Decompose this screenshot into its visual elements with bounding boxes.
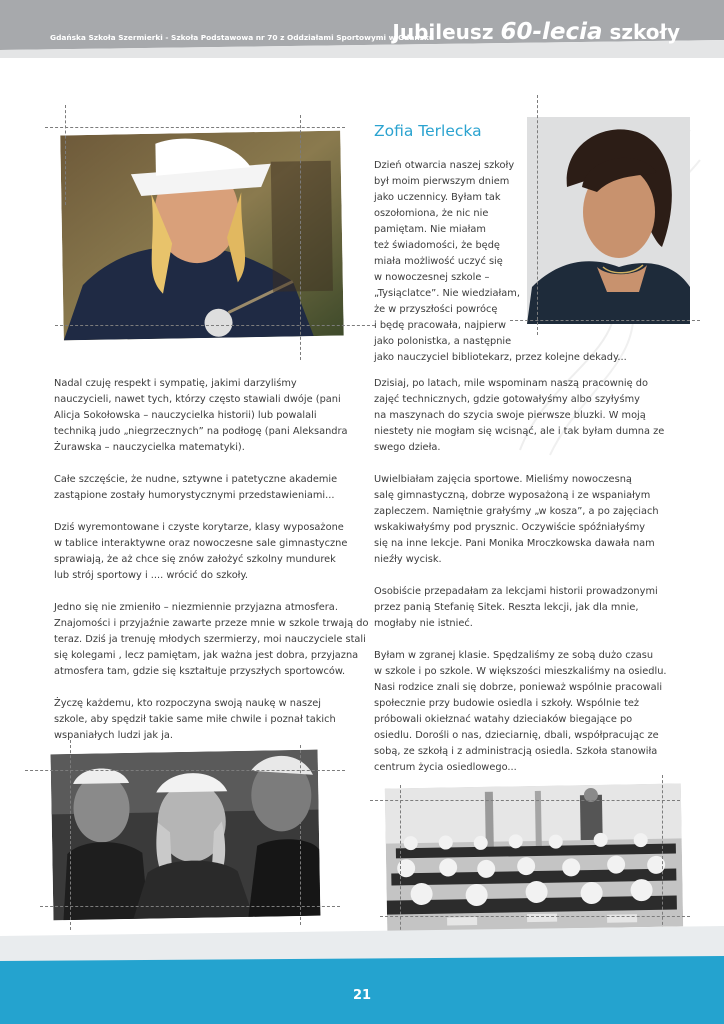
crop-line xyxy=(70,740,71,930)
text-line: „Tysiąclatce”. Nie wiedziałam, xyxy=(374,288,520,299)
text-line: techniką judo „niegrzecznych” na podłogę (pani Aleksandra xyxy=(54,426,348,437)
text-line: na maszynach do szycia swoje pierwsze bluzki. W moją xyxy=(374,410,646,421)
text-line: Nadal czuję respekt i sympatię, jakimi darzyliśmy xyxy=(54,378,297,389)
page-number: 21 xyxy=(352,988,372,1003)
text-line: pamiętam. Nie miałam xyxy=(374,224,486,235)
text-line: szkole, aby spędził takie same miłe chwile i poznał takich xyxy=(54,714,336,725)
crop-line xyxy=(380,916,690,917)
text-line: Dzisiaj, po latach, mile wspominam naszą pracownię do xyxy=(374,378,649,389)
text-line: Jedno się nie zmieniło – niezmiennie przyjazna atmosfera. xyxy=(54,602,338,613)
text-line: jako uczennicy. Byłam tak xyxy=(374,192,501,203)
paragraph xyxy=(54,520,368,584)
text-line: teraz. Dziś ja trenuję młodych szermierzy, moi nauczyciele stali xyxy=(54,634,366,645)
title-pre: Jubileusz xyxy=(392,20,494,44)
text-line: jako polonistka, a następnie xyxy=(374,336,512,347)
text-line: zajęć technicznych, gdzie gotowałyśmy albo szyłyśmy xyxy=(374,394,640,405)
text-line: był moim pierwszym dniem xyxy=(374,176,510,187)
text-line: Życzę każdemu, kto rozpoczyna swoją naukę w naszej xyxy=(54,698,322,709)
text-line: salę gimnastyczną, dobrze wyposażoną i ze wspaniałym xyxy=(374,490,651,501)
text-line: Dziś wyremontowane i czyste korytarze, klasy wyposażone xyxy=(54,522,344,533)
crop-line xyxy=(370,800,680,801)
text-line: nauczycieli, nawet tych, którzy często stawiali dwóje (pani xyxy=(54,394,341,405)
text-line: wskakiwałyśmy pod prysznic. Oczywiście spóźniałyśmy xyxy=(374,522,646,533)
text-line: miała możliwość uczyć się xyxy=(374,256,503,267)
text-line: jako nauczyciel bibliotekarz, przez kolejne dekady... xyxy=(374,352,627,363)
text-line: wspaniałych ludzi jak ja. xyxy=(54,730,174,741)
crop-line xyxy=(25,770,345,771)
paragraph xyxy=(54,696,368,744)
crop-line xyxy=(400,785,401,945)
text-line: Nasi rodzice znali się dobrze, ponieważ wspólnie pracowali xyxy=(374,682,663,693)
text-line: w nowoczesnej szkole – xyxy=(374,272,490,283)
text-line: swego dzieła. xyxy=(374,442,441,453)
text-line: nieźły wycisk. xyxy=(374,554,442,565)
left-column xyxy=(54,376,368,760)
text-line: zastąpione zostały humorystycznymi przedstawieniami... xyxy=(54,490,335,501)
paragraph xyxy=(54,376,368,456)
text-line: w tablice interaktywne oraz nowoczesne sale gimnastyczne xyxy=(54,538,348,549)
page-header xyxy=(0,0,724,62)
text-line: atmosfera tam, gdzie się kształtuje przyszłych sportowców. xyxy=(54,666,346,677)
text-line: sobą, ze szkołą i z administracją osiedla. Szkoła stanowiła xyxy=(374,746,658,757)
text-line: mogłaby nie istnieć. xyxy=(374,618,473,629)
text-line: że w przyszłości powrócę xyxy=(374,304,498,315)
text-line: w szkole i po szkole. W większości mieszkaliśmy na osiedlu. xyxy=(374,666,667,677)
text-line: przez panią Stefanię Sitek. Reszta lekcji, jak dla mnie, xyxy=(374,602,639,613)
photo-bw-girls xyxy=(51,750,321,921)
text-line: oszołomiona, że nic nie xyxy=(374,208,489,219)
school-name: Gdańska Szkoła Szermierki - Szkoła Podstawowa nr 70 z Oddziałami Sportowymi w Gdańsku xyxy=(50,33,435,42)
text-line: zapleczem. Namiętnie grałyśmy „w kosza”, a po zajęciach xyxy=(374,506,659,517)
text-line: centrum życia osiedlowego... xyxy=(374,762,517,773)
text-line: osiedlu. Dorośli o nas, dzieciarnię, dbali, współpracując ze xyxy=(374,730,659,741)
text-line: lub strój sportowy i .... wrócić do szkoły. xyxy=(54,570,248,581)
text-line: Całe szczęście, że nudne, sztywne i patetyczne akademie xyxy=(54,474,338,485)
text-line: się na inne lekcje. Pani Monika Mroczkowska dawała nam xyxy=(374,538,655,549)
text-line: Osobiście przepadałam za lekcjami historii prowadzonymi xyxy=(374,586,658,597)
text-line: Byłam w zgranej klasie. Spędzaliśmy ze sobą dużo czasu xyxy=(374,650,654,661)
text-line: Dzień otwarcia naszej szkoły xyxy=(374,160,515,171)
crop-line xyxy=(300,745,301,925)
crop-line xyxy=(662,775,663,940)
page-footer xyxy=(0,926,724,1024)
right-column xyxy=(374,376,667,792)
text-line: Alicja Sokołowska – nauczycielka historii) lub powalali xyxy=(54,410,317,421)
text-line: Znajomości i przyjaźnie zawarte przeze mnie w szkole trwają do xyxy=(54,618,369,629)
paragraph xyxy=(54,472,368,504)
text-line: niestety nie mogłam się wcisnąć, ale i tak byłam dumna ze xyxy=(374,426,665,437)
crop-line xyxy=(300,115,301,360)
title-big: 60-lecia xyxy=(500,19,603,45)
paragraph xyxy=(374,376,667,456)
intro-text xyxy=(374,158,627,366)
text-line: się kolegami , lecz pamiętam, jak ważna jest dobra, przyjazna xyxy=(54,650,359,661)
paragraph xyxy=(374,472,667,568)
paragraph xyxy=(374,648,667,776)
crop-line xyxy=(65,105,66,205)
paragraph xyxy=(54,600,368,680)
text-line: Żurawska – nauczycielka matematyki). xyxy=(54,442,245,453)
text-line: próbowali okiełznać watahy dzieciaków biegające po xyxy=(374,714,633,725)
photo-classroom xyxy=(385,783,683,931)
paragraph xyxy=(374,584,667,632)
text-line: i będę pracowała, najpierw xyxy=(374,320,507,331)
text-line: społecznie przy budowie osiedla i szkoły. Wspólnie też xyxy=(374,698,640,709)
author-name: Zofia Terlecka xyxy=(374,122,482,140)
crop-line xyxy=(55,325,375,326)
text-line: sprawiają, że aż chce się znów założyć szkolny mundurek xyxy=(54,554,336,565)
text-line: też świadomości, że będę xyxy=(374,240,500,251)
photo-girl-cap xyxy=(60,131,344,341)
jubilee-title xyxy=(392,19,680,45)
title-post: szkoły xyxy=(609,20,680,44)
text-line: Uwielbiałam zajęcia sportowe. Mieliśmy nowoczesną xyxy=(374,474,632,485)
crop-line xyxy=(40,906,340,907)
footer-band xyxy=(0,926,724,1024)
